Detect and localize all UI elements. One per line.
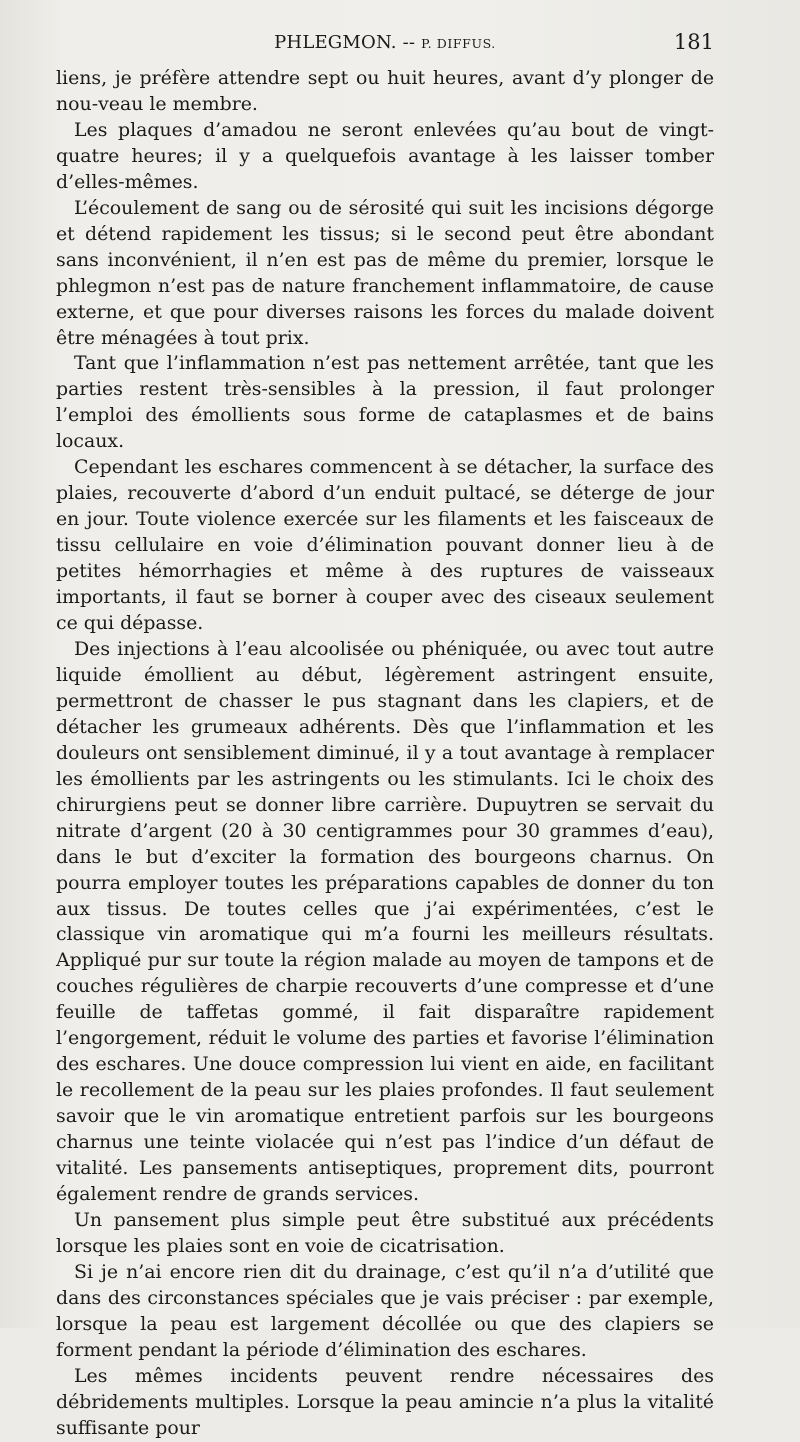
body-text — [56, 66, 714, 1442]
running-head — [56, 28, 714, 58]
paragraph: Un pansement plus simple peut être substitué aux précédents lorsque les plaies sont en voie de cicatrisation. — [56, 1208, 714, 1257]
title-separator: -- — [402, 32, 416, 53]
paragraph: Des injections à l’eau alcoolisée ou phéniquée, ou avec tout autre liquide émollient au début, légèrement astringent ensuite, permettront de chasser le pus stagnant dans les clapiers, et de détacher les grumeaux adhérents. Dès que l’inflammation et les douleurs ont sensiblement diminué, il y a tout avantage à remplacer les émollients par les astringents ou les stimulants. Ici le choix des chirurgiens peut se donner libre carrière. Dupuytren se servait du nitrate d’argent (20 à 30 centigrammes pour 30 grammes d’eau), dans le but d’exciter la formation des bourgeons charnus. On pourra employer toutes les préparations capables de donner du ton aux tissus. De toutes celles que j’ai expérimentées, c’est le classique vin aromatique qui m’a fourni les meilleurs résultats. Appliqué pur sur toute la région malade au moyen de tampons et de couches régulières de charpie recouverts d’une compresse et d’une feuille de taffetas gommé, il fait disparaître rapidement l’engorgement, réduit le volume des parties et favorise l’élimination des eschares. Une douce compression lui vient en aide, en facilitant le recollement de la peau sur les plaies profondes. Il faut seulement savoir que le vin aromatique entretient parfois sur les bourgeons charnus une teinte violacée qui n’est pas l’indice d’un défaut de vitalité. Les pansements antiseptiques, proprement dits, pourront également rendre de grands services. — [56, 637, 714, 1205]
page-number: 181 — [673, 30, 714, 54]
paragraph: liens, je préfère attendre sept ou huit heures, avant d’y plonger de nou-veau le membre. — [56, 67, 714, 115]
chapter-title: PHLEGMON. — [274, 32, 397, 53]
paragraph: L’écoulement de sang ou de sérosité qui suit les incisions dégorge et détend rapidement les tissus; si le second peut être abondant sans inconvénient, il n’en est pas de même du premier, lorsque le phlegmon n’est pas de nature franchement inflammatoire, de cause externe, et que pour diverses raisons les forces du malade doivent être ménagées à tout prix. — [56, 196, 714, 349]
running-title — [56, 32, 714, 53]
paragraph: Si je n’ai encore rien dit du drainage, c’est qu’il n’a d’utilité que dans des circonstances spéciales que je vais préciser : par exemple, lorsque la peau est largement décollée ou que des clapiers se forment pendant la période d’élimination des eschares. — [56, 1260, 714, 1361]
paragraph: Tant que l’inflammation n’est pas nettement arrêtée, tant que les parties restent très-sensibles à la pression, il faut prolonger l’emploi des émollients sous forme de cataplasmes et de bains locaux. — [56, 352, 714, 453]
paragraph: Les plaques d’amadou ne seront enlevées qu’au bout de vingt-quatre heures; il y a quelquefois avantage à les laisser tomber d’elles-mêmes. — [56, 118, 714, 193]
paragraph: Cependant les eschares commencent à se détacher, la surface des plaies, recouverte d’abord d’un enduit pultacé, se déterge de jour en jour. Toute violence exercée sur les filaments et les faisceaux de tissu cellulaire en voie d’élimination pouvant donner lieu à de petites hémorrhagies et même à des ruptures de vaisseaux importants, il faut se borner à couper avec des ciseaux seulement ce qui dépasse. — [56, 456, 714, 635]
paragraph: Les mêmes incidents peuvent rendre nécessaires des débridements multiples. Lorsque la peau amincie n’a plus la vitalité suffisante pour — [56, 1364, 714, 1439]
section-subtitle: P. DIFFUS. — [421, 36, 496, 51]
